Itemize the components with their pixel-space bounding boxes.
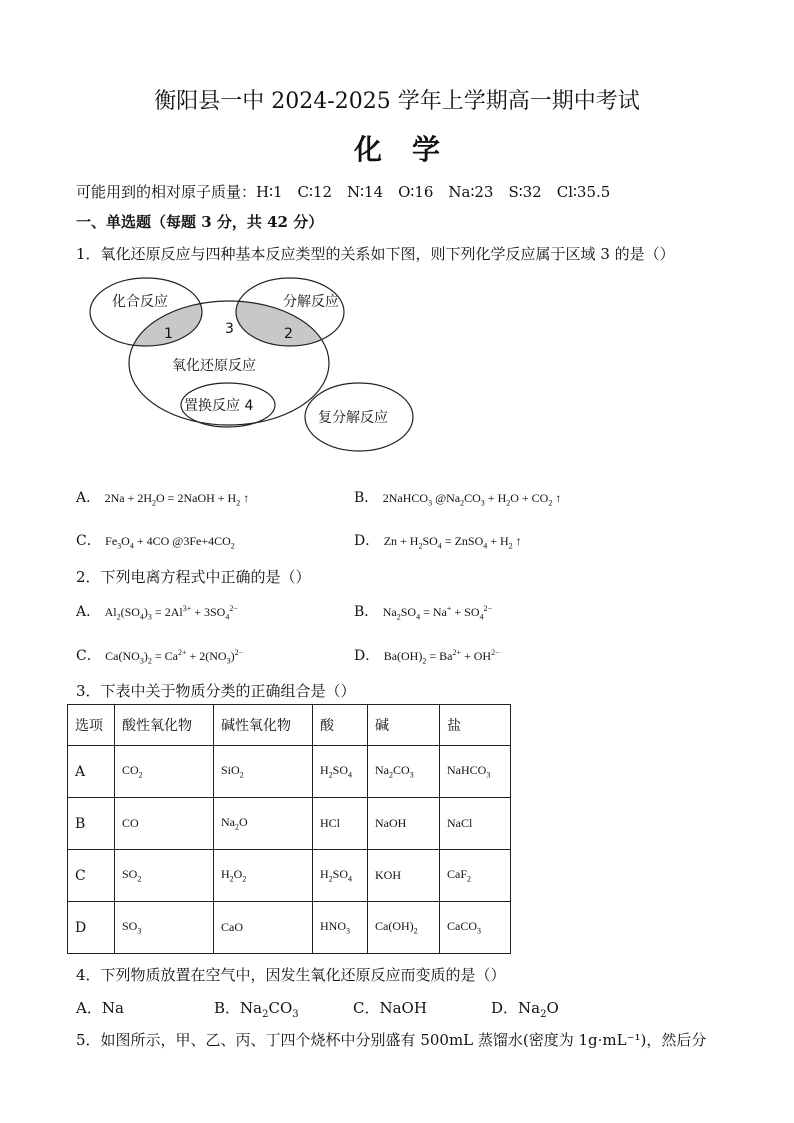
displacement-label: 置换反应 4 (184, 398, 254, 414)
table-cell: $HNO_3$ (313, 902, 368, 954)
table-header-cell: 碱 (368, 705, 440, 746)
table-cell: SiO$_2$ (214, 746, 313, 798)
subject-title: 化学 (353, 133, 470, 166)
q1-option-d: D． $Zn + H_2SO_4$ = ZnSO$_4$ + $H_2$ ↑ (354, 533, 522, 551)
table-cell: $Na_2CO_3$ (368, 746, 440, 798)
q1-option-b-equation: 2NaHCO$_3$ $@Na_2CO_3 + H_2O + CO_2$ ↑ (382, 491, 562, 508)
table-cell: $Na_2O$ (214, 798, 313, 850)
table-cell: CO (115, 798, 214, 850)
region-1-label: 1 (164, 326, 173, 342)
table-row (68, 746, 511, 798)
table-cell: HCl (313, 798, 368, 850)
region-2-label: 2 (284, 326, 293, 342)
q1-option-c: C． $Fe_3O_4 + 4CO$ $@3Fe+4CO_2$ (76, 533, 235, 551)
table-cell: $SO_2$ (115, 850, 214, 902)
table-cell: NaHCO$_3$ (440, 746, 511, 798)
q4-stem: 4．下列物质放置在空气中，因发生氧化还原反应而变质的是（） (76, 966, 506, 984)
table-cell: $H_2SO_4$ (313, 850, 368, 902)
q2-option-b: B． $Na_2SO_4 = Na^+ + SO_4^{2-}$ (354, 604, 492, 622)
q2-option-c-equation: $Ca(NO_3)_2 = Ca^{2+} + 2(NO_3)^{2-}$ (105, 648, 244, 666)
q3-stem: 3．下表中关于物质分类的正确组合是（） (76, 682, 356, 700)
q2-option-a: A． $Al_2(SO_4)_3 = 2Al^{3+} + 3SO_4^{2-}$ (76, 604, 238, 622)
region-3-label: 3 (225, 321, 234, 337)
double-decomposition-label: 复分解反应 (318, 410, 388, 426)
q1-stem: 1．氧化还原反应与四种基本反应类型的关系如下图，则下列化学反应属于区域 3 的是（） (76, 245, 675, 263)
q4-option-a: A．Na (76, 999, 124, 1017)
q2-option-c: C． $Ca(NO_3)_2 = Ca^{2+} + 2(NO_3)^{2-}$ (76, 648, 244, 666)
q1-option-a: A． $2Na + 2H_2O$ = 2NaOH + $H_2$ ↑ (76, 490, 250, 508)
table-cell: A (68, 746, 115, 798)
table-row (68, 798, 511, 850)
section-title: 一、单选题（每题 3 分，共 42 分） (76, 213, 324, 231)
table-row (68, 902, 511, 954)
q4-option-b: B．$Na_2CO_3$ (214, 999, 299, 1020)
table-cell: $CO_2$ (115, 746, 214, 798)
q1-option-c-equation: $Fe_3O_4 + 4CO$ $@3Fe+4CO_2$ (105, 534, 235, 551)
table-cell: CaCO$_3$ (440, 902, 511, 954)
q1-venn-diagram (80, 270, 430, 460)
table-cell: C (68, 850, 115, 902)
table-cell: CaF$_2$ (440, 850, 511, 902)
q5-stem: 5．如图所示，甲、乙、丙、丁四个烧杯中分别盛有 500mL 蒸馏水(密度为 1g·mL⁻¹)，然后分 (76, 1031, 707, 1049)
atomic-masses: 可能用到的相对原子质量：H∶1 C∶12 N∶14 O∶16 Na∶23 S∶32 Cl∶35.5 (76, 183, 611, 201)
table-cell: KOH (368, 850, 440, 902)
table-cell: $SO_3$ (115, 902, 214, 954)
table-cell: B (68, 798, 115, 850)
q3-classification-table (67, 704, 511, 954)
table-cell: $H_2SO_4$ (313, 746, 368, 798)
table-cell: NaOH (368, 798, 440, 850)
table-header-cell: 碱性氧化物 (214, 705, 313, 746)
combination-label: 化合反应 (112, 294, 168, 310)
table-row (68, 850, 511, 902)
q1-option-b: B． 2NaHCO$_3$ $@Na_2CO_3 + H_2O + CO_2$ ↑ (354, 490, 562, 508)
table-header-cell: 盐 (440, 705, 511, 746)
table-cell: D (68, 902, 115, 954)
table-header-cell: 酸 (313, 705, 368, 746)
q4-option-c: C．NaOH (353, 999, 427, 1017)
q4-option-d: D．$Na_2O$ (491, 999, 559, 1020)
decomposition-label: 分解反应 (283, 294, 339, 310)
table-cell: CaO (214, 902, 313, 954)
table-header-cell: 酸性氧化物 (115, 705, 214, 746)
table-header-cell: 选项 (68, 705, 115, 746)
q2-option-b-equation: $Na_2SO_4 = Na^+ + SO_4^{2-}$ (382, 604, 492, 622)
q2-option-d: D． $Ba(OH)_2 = Ba^{2+} + OH^{2-}$ (354, 648, 500, 666)
redox-label: 氧化还原反应 (172, 358, 256, 374)
table-cell: NaCl (440, 798, 511, 850)
exam-title: 衡阳县一中 2024-2025 学年上学期高一期中考试 (154, 89, 640, 114)
table-cell: $H_2O_2$ (214, 850, 313, 902)
table-header-row (68, 705, 511, 746)
q2-option-a-equation: $Al_2(SO_4)_3 = 2Al^{3+} + 3SO_4^{2-}$ (104, 604, 238, 622)
q1-option-a-equation: $2Na + 2H_2O$ = 2NaOH + $H_2$ ↑ (104, 491, 250, 508)
q2-stem: 2．下列电离方程式中正确的是（） (76, 568, 311, 586)
q1-option-d-equation: $Zn + H_2SO_4$ = ZnSO$_4$ + $H_2$ ↑ (383, 534, 522, 551)
q2-option-d-equation: $Ba(OH)_2 = Ba^{2+} + OH^{2-}$ (383, 648, 500, 666)
table-cell: $Ca(OH)_2$ (368, 902, 440, 954)
